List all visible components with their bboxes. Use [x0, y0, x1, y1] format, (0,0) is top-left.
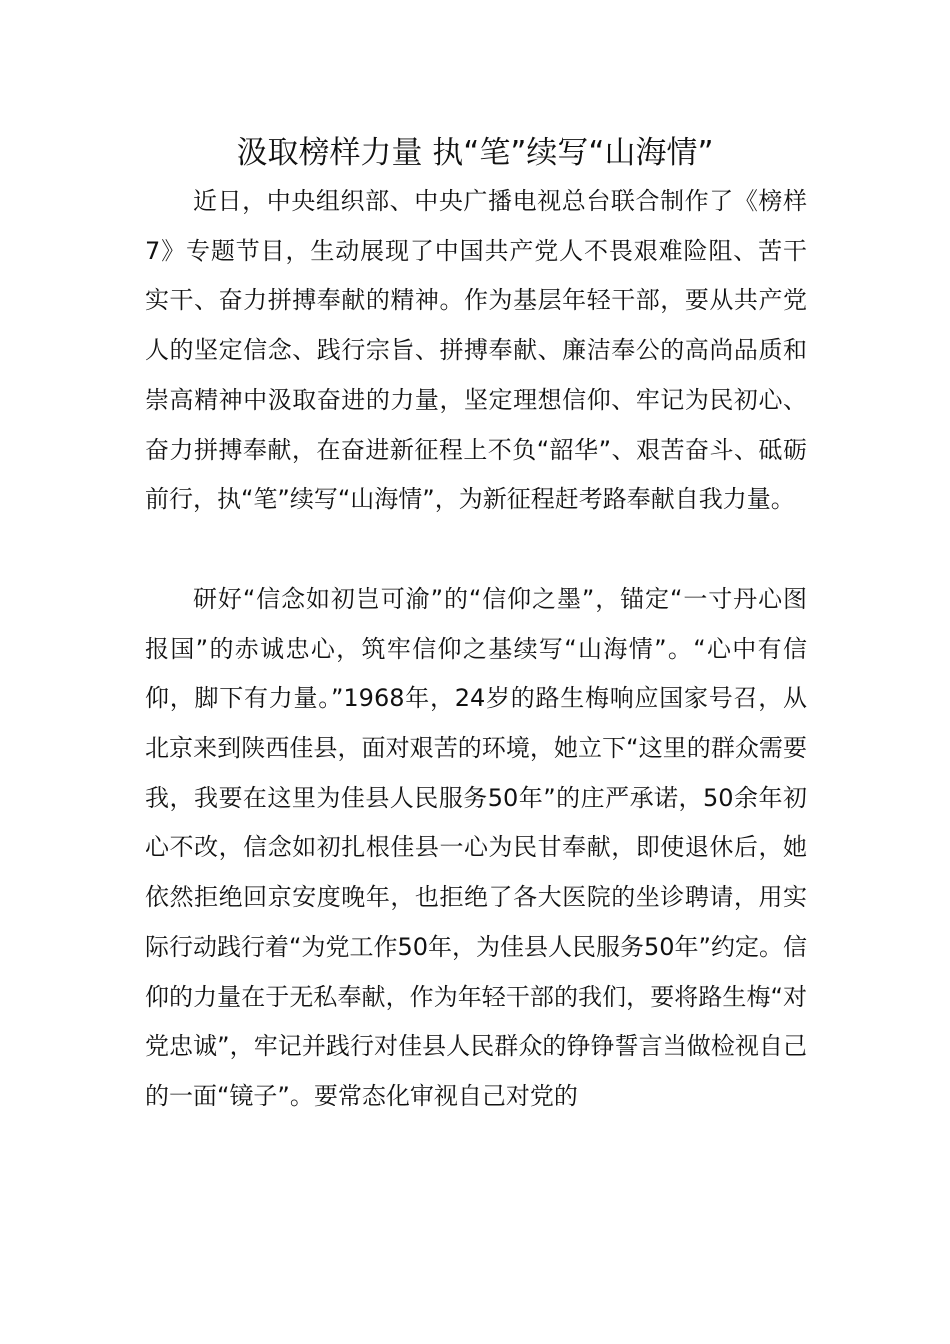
document-title: 汲取榜样力量 执“笔”续写“山海情”: [236, 135, 714, 171]
document-body: [145, 177, 807, 1122]
paragraph-intro: 近日，中央组织部、中央广播电视总台联合制作了《榜样7》专题节目，生动展现了中国共产党人不畏艰难险阻、苦干实干、奋力拼搏奉献的精神。作为基层年轻干部，要从共产党人的坚定信念、践行宗旨、拼搏奉献、廉洁奉公的高尚品质和崇高精神中汲取奋进的力量，坚定理想信仰、牢记为民初心、奋力拼搏奉献，在奋进新征程上不负“韶华”、艰苦奋斗、砥砺前行，执“笔”续写“山海情”，为新征程赶考路奉献自我力量。: [145, 187, 807, 514]
paragraph-faith: 研好“信念如初岂可渝”的“信仰之墨”，锚定“一寸丹心图报国”的赤诚忠心，筑牢信仰之基续写“山海情”。“心中有信仰，脚下有力量。”1968年，24岁的路生梅响应国家号召，从北京来到陕西佳县，面对艰苦的环境，她立下“这里的群众需要我，我要在这里为佳县人民服务50年”的庄严承诺，50余年初心不改，信念如初扎根佳县一心为民甘奉献，即使退休后，她依然拒绝回京安度晚年，也拒绝了各大医院的坐诊聘请，用实际行动践行着“为党工作50年，为佳县人民服务50年”约定。信仰的力量在于无私奉献，作为年轻干部的我们，要将路生梅“对党忠诚”，牢记并践行对佳县人民群众的铮铮誓言当做检视自己的一面“镜子”。要常态化审视自己对党的: [145, 584, 807, 1110]
paragraph-gap: [145, 525, 807, 575]
